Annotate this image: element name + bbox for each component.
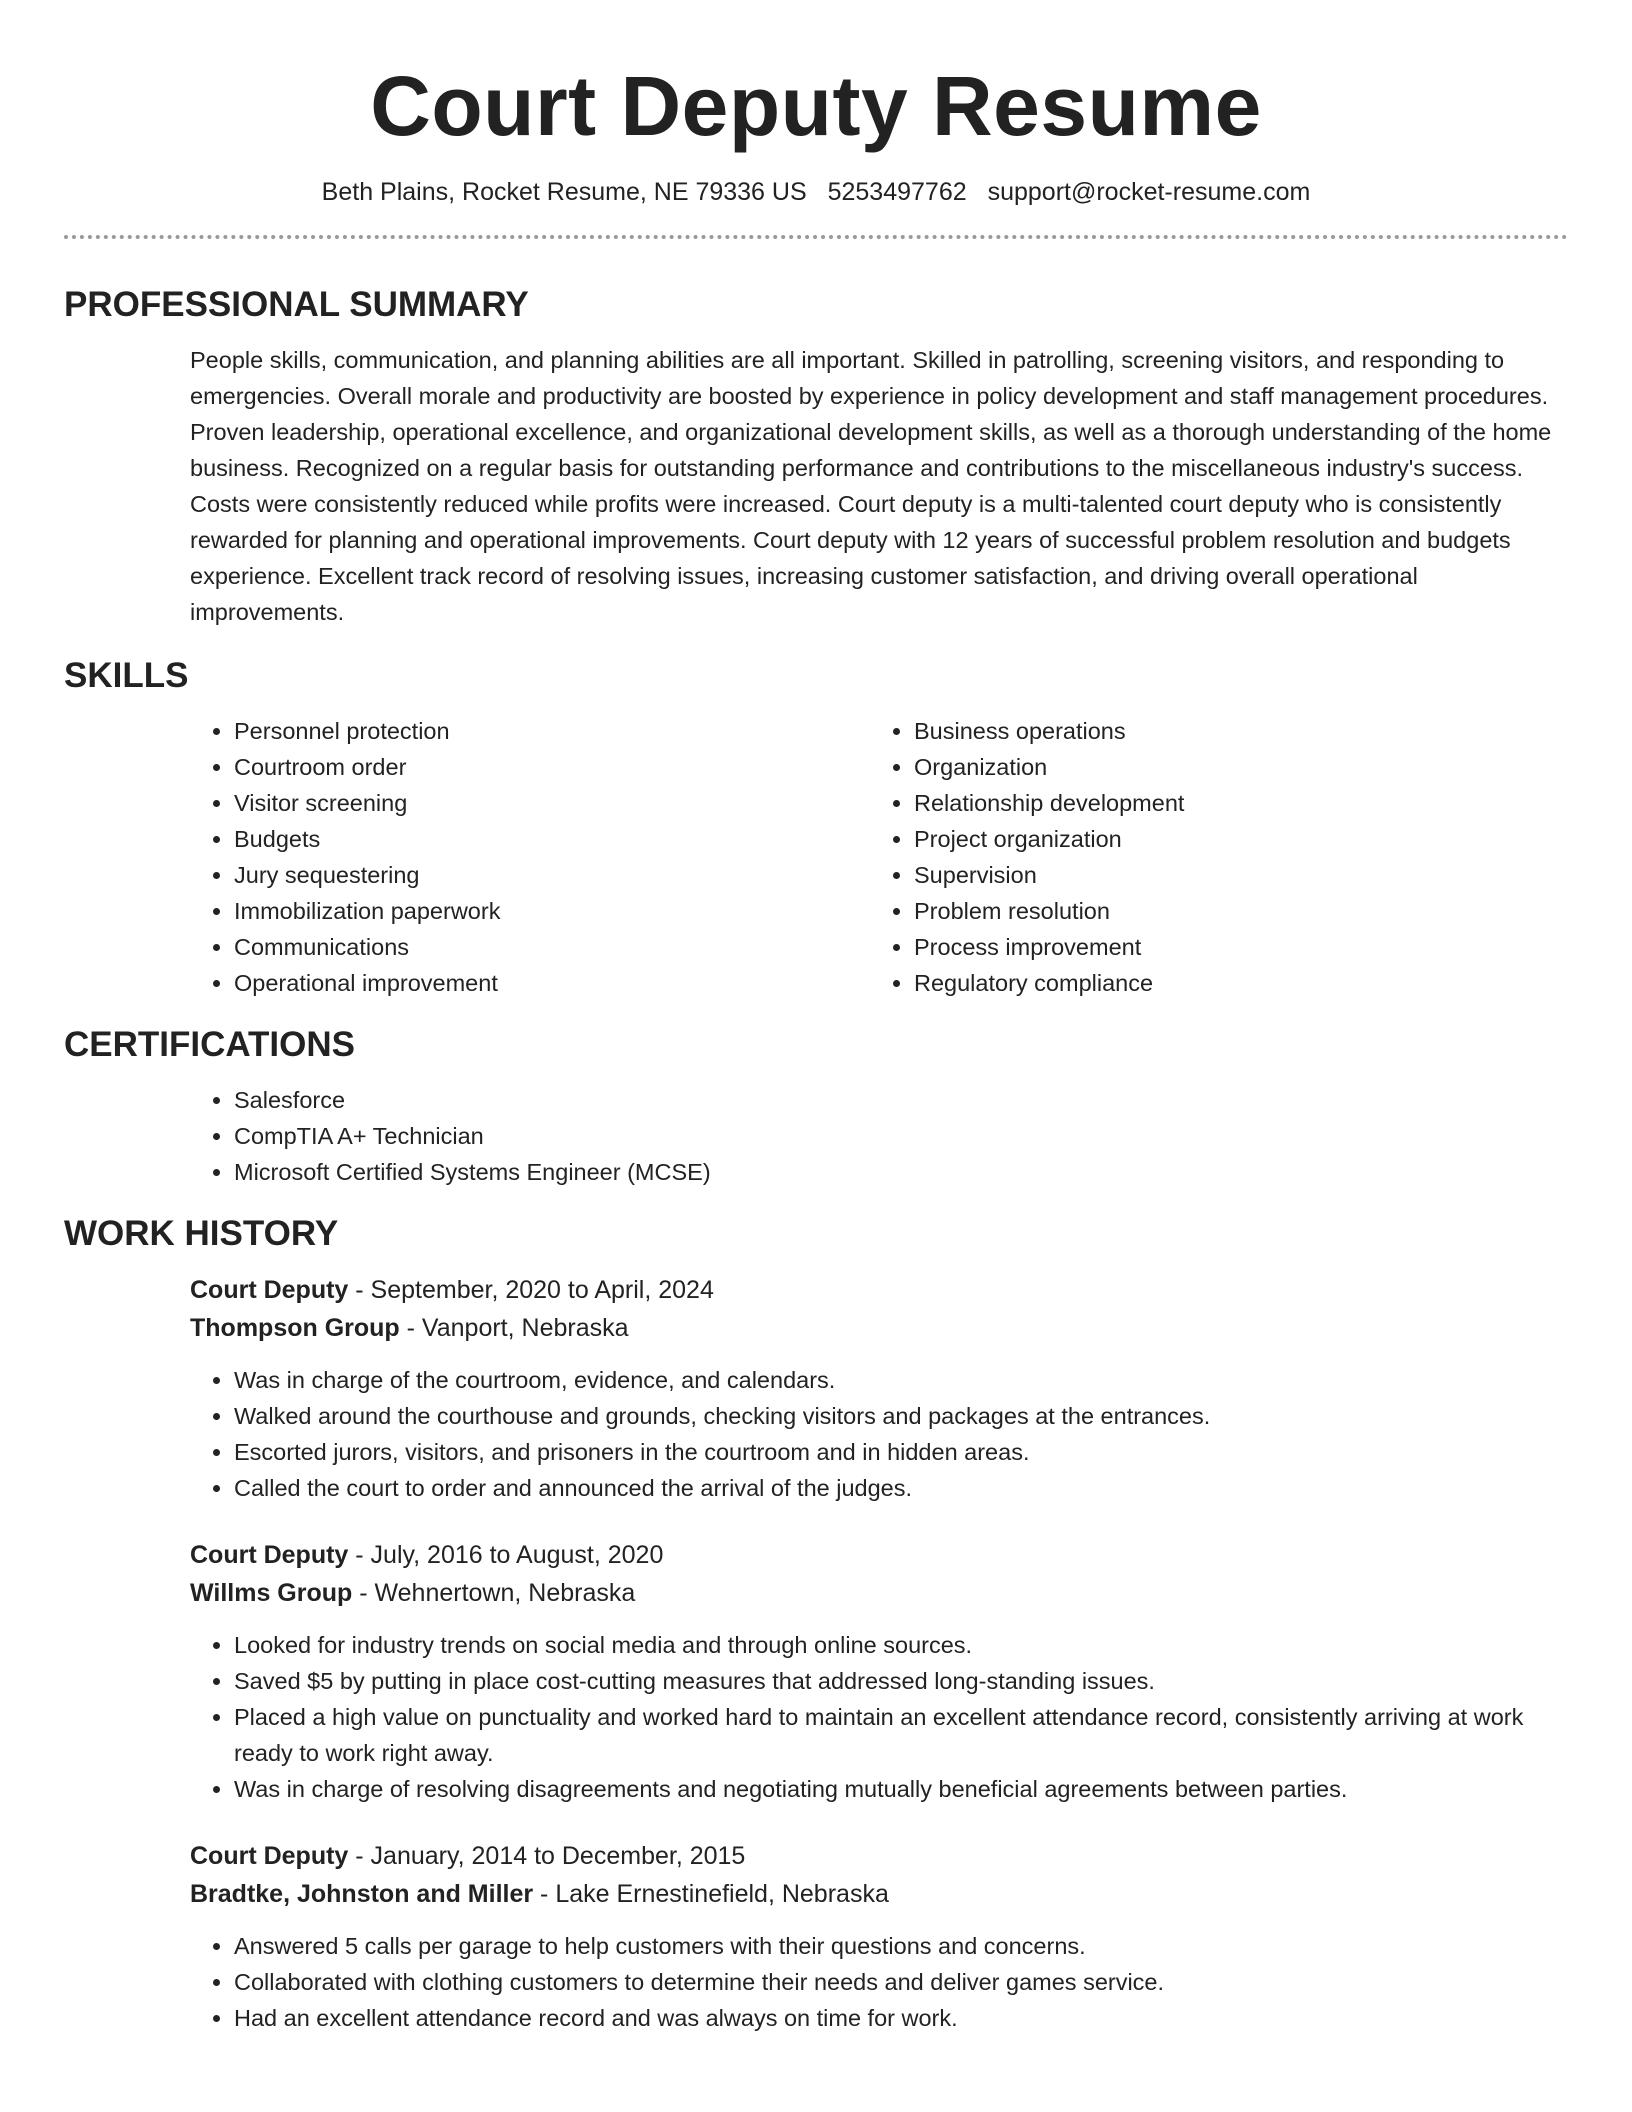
- skill-item: • Jury sequestering: [234, 857, 870, 893]
- skills-section: [64, 654, 1568, 1001]
- contact-address: Beth Plains, Rocket Resume, NE 79336 US: [321, 178, 807, 206]
- job-bullet: • Called the court to order and announced the arrival of the judges.: [234, 1470, 1568, 1506]
- summary-text: People skills, communication, and planning abilities are all important. Skilled in patrolling, screening visitors, and responding to emergencies. Overall morale and productivity are boosted by experience in policy development and staff management procedures. Proven leadership, operational excellence, and organizational development skills, as well as a thorough understanding of the home business. Recognized on a regular basis for outstanding performance and contributions to the miscellaneous industry's success. Costs were consistently reduced while profits were increased. Court deputy is a multi-talented court deputy who is consistently rewarded for planning and operational improvements. Court deputy with 12 years of successful problem resolution and budgets experience. Excellent track record of resolving issues, increasing customer satisfaction, and driving overall operational improvements.: [190, 347, 1552, 625]
- skill-item: • Supervision: [914, 857, 1550, 893]
- job-entry: [190, 1837, 1568, 2036]
- work-history-section: [64, 1212, 1568, 2036]
- job-title-line: [190, 1271, 1568, 1309]
- job-company-line: [190, 1875, 1568, 1913]
- skills-column-right: [870, 713, 1550, 1001]
- job-bullet: • Walked around the courthouse and grounds, checking visitors and packages at the entrances.: [234, 1398, 1568, 1434]
- skill-item: • Relationship development: [914, 785, 1550, 821]
- resume-title: Court Deputy Resume: [370, 59, 1262, 153]
- job-company: Bradtke, Johnston and Miller: [190, 1880, 534, 1908]
- job-title: Court Deputy: [190, 1541, 349, 1569]
- summary-section: [64, 283, 1568, 630]
- contact-line: [64, 175, 1568, 209]
- certification-item: • Microsoft Certified Systems Engineer (MCSE): [234, 1154, 1568, 1190]
- job-dates: - January, 2014 to December, 2015: [348, 1842, 746, 1870]
- skill-item: • Budgets: [234, 821, 870, 857]
- skill-item: • Project organization: [914, 821, 1550, 857]
- skill-item: • Communications: [234, 929, 870, 965]
- job-location: - Wehnertown, Nebraska: [352, 1579, 636, 1607]
- job-title: Court Deputy: [190, 1276, 349, 1304]
- skills-heading: SKILLS: [64, 656, 189, 695]
- contact-email[interactable]: support@rocket-resume.com: [987, 178, 1311, 206]
- skill-item: • Business operations: [914, 713, 1550, 749]
- job-title: Court Deputy: [190, 1842, 349, 1870]
- skill-item: • Courtroom order: [234, 749, 870, 785]
- skill-item: • Organization: [914, 749, 1550, 785]
- header-divider: [64, 235, 1568, 239]
- certification-item: • Salesforce: [234, 1082, 1568, 1118]
- job-company-line: [190, 1309, 1568, 1347]
- job-dates: - September, 2020 to April, 2024: [348, 1276, 714, 1304]
- skill-item: • Process improvement: [914, 929, 1550, 965]
- work-history-heading: WORK HISTORY: [64, 1214, 339, 1253]
- job-bullet: • Saved $5 by putting in place cost-cutting measures that addressed long-standing issues.: [234, 1663, 1568, 1699]
- contact-phone: 5253497762: [827, 178, 967, 206]
- job-bullet: • Was in charge of the courtroom, evidence, and calendars.: [234, 1362, 1568, 1398]
- skills-column-left: [190, 713, 870, 1001]
- job-bullet: • Collaborated with clothing customers to determine their needs and deliver games service.: [234, 1964, 1568, 2000]
- job-entry: [190, 1271, 1568, 1506]
- job-entry: [190, 1536, 1568, 1807]
- job-bullet: • Looked for industry trends on social media and through online sources.: [234, 1627, 1568, 1663]
- job-company: Willms Group: [190, 1579, 353, 1607]
- certifications-section: [64, 1023, 1568, 1190]
- skill-item: • Problem resolution: [914, 893, 1550, 929]
- job-title-line: [190, 1536, 1568, 1574]
- certifications-heading: CERTIFICATIONS: [64, 1025, 356, 1064]
- skill-item: • Regulatory compliance: [914, 965, 1550, 1001]
- job-company-line: [190, 1574, 1568, 1612]
- job-bullet: • Had an excellent attendance record and was always on time for work.: [234, 2000, 1568, 2036]
- job-bullet: • Placed a high value on punctuality and worked hard to maintain an excellent attendance record, consistently arriving at work ready to work right away.: [234, 1699, 1568, 1771]
- job-dates: - July, 2016 to August, 2020: [348, 1541, 664, 1569]
- job-bullet: • Answered 5 calls per garage to help customers with their questions and concerns.: [234, 1928, 1568, 1964]
- skill-item: • Visitor screening: [234, 785, 870, 821]
- summary-heading: PROFESSIONAL SUMMARY: [64, 285, 529, 324]
- job-location: - Lake Ernestinefield, Nebraska: [533, 1880, 889, 1908]
- skill-item: • Personnel protection: [234, 713, 870, 749]
- skill-item: • Immobilization paperwork: [234, 893, 870, 929]
- skill-item: • Operational improvement: [234, 965, 870, 1001]
- job-bullet: • Escorted jurors, visitors, and prisoners in the courtroom and in hidden areas.: [234, 1434, 1568, 1470]
- job-title-line: [190, 1837, 1568, 1875]
- certification-item: • CompTIA A+ Technician: [234, 1118, 1568, 1154]
- resume-page: [64, 0, 1568, 2036]
- job-location: - Vanport, Nebraska: [399, 1314, 629, 1342]
- job-company: Thompson Group: [190, 1314, 400, 1342]
- job-bullet: • Was in charge of resolving disagreements and negotiating mutually beneficial agreements between parties.: [234, 1771, 1568, 1807]
